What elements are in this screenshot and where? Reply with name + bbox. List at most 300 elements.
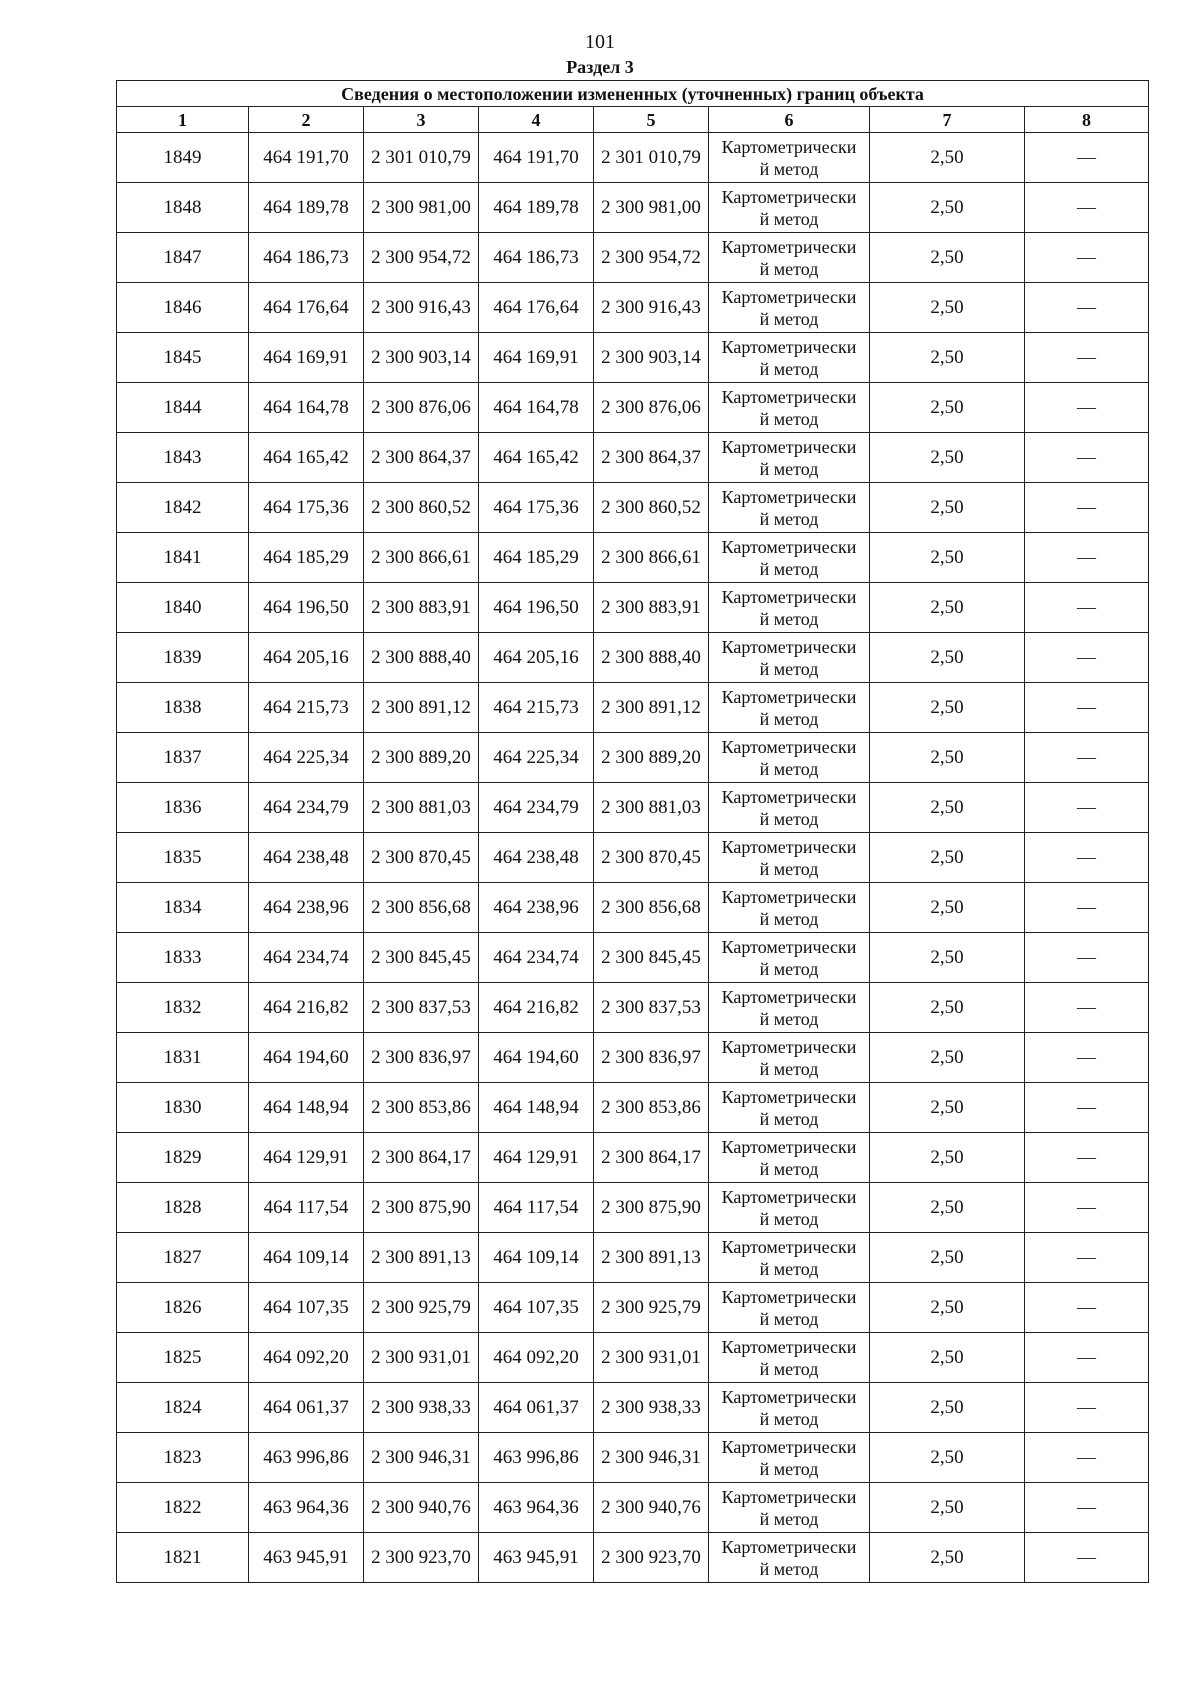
- method-line-2: й метод: [759, 908, 819, 929]
- method-cell: [709, 433, 870, 483]
- table-cell: 2,50: [870, 183, 1025, 233]
- method-cell: [709, 233, 870, 283]
- method-cell: [709, 1283, 870, 1333]
- table-cell: 2 300 940,76: [594, 1483, 709, 1533]
- table-cell: 464 165,42: [479, 433, 594, 483]
- table-cell: 2 300 881,03: [594, 783, 709, 833]
- method-line-1: Картометрически: [721, 1436, 857, 1457]
- method-line-1: Картометрически: [721, 536, 857, 557]
- table-caption: Сведения о местоположении измененных (уточненных) границ объекта: [117, 81, 1149, 107]
- table-cell: 2 300 946,31: [594, 1433, 709, 1483]
- table-cell: —: [1025, 1483, 1149, 1533]
- method-line-2: й метод: [759, 1508, 819, 1529]
- table-row: [117, 1283, 1149, 1333]
- table-cell: 1832: [117, 983, 249, 1033]
- table-cell: 2,50: [870, 1433, 1025, 1483]
- column-number: 2: [249, 107, 364, 133]
- column-number: 4: [479, 107, 594, 133]
- method-line-1: Картометрически: [721, 1036, 857, 1057]
- table-cell: 464 175,36: [479, 483, 594, 533]
- method-cell: [709, 683, 870, 733]
- table-cell: 464 234,74: [249, 933, 364, 983]
- method-cell: [709, 983, 870, 1033]
- method-cell: [709, 1083, 870, 1133]
- table-cell: —: [1025, 1433, 1149, 1483]
- table-row: [117, 183, 1149, 233]
- method-line-2: й метод: [759, 1058, 819, 1079]
- method-cell: [709, 1533, 870, 1583]
- table-row: [117, 983, 1149, 1033]
- table-cell: 464 194,60: [479, 1033, 594, 1083]
- method-line-1: Картометрически: [721, 636, 857, 657]
- table-cell: —: [1025, 533, 1149, 583]
- table-row: [117, 533, 1149, 583]
- table-cell: —: [1025, 1333, 1149, 1383]
- table-cell: 2,50: [870, 1033, 1025, 1083]
- table-cell: 2,50: [870, 983, 1025, 1033]
- method-line-2: й метод: [759, 958, 819, 979]
- table-cell: 2 300 883,91: [364, 583, 479, 633]
- boundary-coordinates-table: [116, 80, 1149, 1583]
- table-cell: 463 964,36: [249, 1483, 364, 1533]
- table-cell: 2,50: [870, 833, 1025, 883]
- table-row: [117, 383, 1149, 433]
- table-cell: 2 300 889,20: [364, 733, 479, 783]
- table-cell: —: [1025, 783, 1149, 833]
- table-cell: —: [1025, 833, 1149, 883]
- table-cell: 463 945,91: [479, 1533, 594, 1583]
- table-cell: 464 205,16: [479, 633, 594, 683]
- table-cell: 2 300 946,31: [364, 1433, 479, 1483]
- column-number: 3: [364, 107, 479, 133]
- table-cell: 1842: [117, 483, 249, 533]
- column-number: 8: [1025, 107, 1149, 133]
- method-cell: [709, 283, 870, 333]
- method-cell: [709, 1183, 870, 1233]
- table-cell: 2 300 938,33: [594, 1383, 709, 1433]
- table-cell: 1836: [117, 783, 249, 833]
- table-cell: —: [1025, 1533, 1149, 1583]
- method-line-2: й метод: [759, 358, 819, 379]
- method-cell: [709, 1383, 870, 1433]
- table-cell: 464 176,64: [249, 283, 364, 333]
- table-cell: 1833: [117, 933, 249, 983]
- method-line-2: й метод: [759, 508, 819, 529]
- table-cell: 1843: [117, 433, 249, 483]
- table-cell: 2 300 954,72: [594, 233, 709, 283]
- table-cell: 2,50: [870, 333, 1025, 383]
- table-cell: 2 300 836,97: [594, 1033, 709, 1083]
- table-cell: 1848: [117, 183, 249, 233]
- method-line-1: Картометрически: [721, 886, 857, 907]
- table-cell: 464 092,20: [249, 1333, 364, 1383]
- method-line-1: Картометрически: [721, 986, 857, 1007]
- table-row: [117, 333, 1149, 383]
- table-cell: 1826: [117, 1283, 249, 1333]
- table-row: [117, 1233, 1149, 1283]
- method-cell: [709, 483, 870, 533]
- method-line-1: Картометрически: [721, 236, 857, 257]
- method-line-2: й метод: [759, 458, 819, 479]
- table-cell: 1839: [117, 633, 249, 683]
- table-cell: 2 300 883,91: [594, 583, 709, 633]
- table-cell: 2,50: [870, 233, 1025, 283]
- table-cell: 2 300 891,12: [594, 683, 709, 733]
- table-cell: 2 300 853,86: [594, 1083, 709, 1133]
- method-line-1: Картометрически: [721, 786, 857, 807]
- table-cell: 1825: [117, 1333, 249, 1383]
- method-line-2: й метод: [759, 1558, 819, 1579]
- table-row: [117, 1383, 1149, 1433]
- table-cell: 464 185,29: [479, 533, 594, 583]
- table-cell: 2 300 931,01: [594, 1333, 709, 1383]
- method-line-1: Картометрически: [721, 1536, 857, 1557]
- section-title: Раздел 3: [566, 57, 634, 77]
- table-cell: 464 238,96: [479, 883, 594, 933]
- table-row: [117, 1183, 1149, 1233]
- table-cell: 464 234,79: [249, 783, 364, 833]
- table-cell: 2,50: [870, 433, 1025, 483]
- table-cell: 1823: [117, 1433, 249, 1483]
- method-line-1: Картометрически: [721, 1286, 857, 1307]
- table-cell: —: [1025, 733, 1149, 783]
- method-line-1: Картометрически: [721, 286, 857, 307]
- table-cell: 1846: [117, 283, 249, 333]
- table-cell: 1845: [117, 333, 249, 383]
- method-cell: [709, 1133, 870, 1183]
- method-cell: [709, 533, 870, 583]
- table-cell: 2 300 981,00: [364, 183, 479, 233]
- method-line-1: Картометрически: [721, 836, 857, 857]
- table-cell: —: [1025, 483, 1149, 533]
- table-cell: 464 164,78: [249, 383, 364, 433]
- table-cell: 2 300 891,13: [364, 1233, 479, 1283]
- table-cell: —: [1025, 933, 1149, 983]
- table-cell: —: [1025, 583, 1149, 633]
- table-cell: 2 300 837,53: [594, 983, 709, 1033]
- table-cell: 2 300 938,33: [364, 1383, 479, 1433]
- table-cell: —: [1025, 1383, 1149, 1433]
- table-cell: 1834: [117, 883, 249, 933]
- table-cell: 2 301 010,79: [594, 133, 709, 183]
- table-row: [117, 133, 1149, 183]
- method-cell: [709, 833, 870, 883]
- table-cell: —: [1025, 233, 1149, 283]
- method-line-2: й метод: [759, 258, 819, 279]
- method-cell: [709, 183, 870, 233]
- method-line-2: й метод: [759, 1308, 819, 1329]
- table-cell: —: [1025, 283, 1149, 333]
- table-cell: 464 169,91: [249, 333, 364, 383]
- table-cell: 2 300 875,90: [594, 1183, 709, 1233]
- table-cell: 1822: [117, 1483, 249, 1533]
- table-cell: —: [1025, 183, 1149, 233]
- method-line-1: Картометрически: [721, 436, 857, 457]
- table-cell: 1849: [117, 133, 249, 183]
- table-cell: 1837: [117, 733, 249, 783]
- table-cell: 464 175,36: [249, 483, 364, 533]
- table-cell: —: [1025, 383, 1149, 433]
- table-row: [117, 483, 1149, 533]
- table-cell: 464 164,78: [479, 383, 594, 433]
- table-cell: 2,50: [870, 1183, 1025, 1233]
- table-cell: 2 300 866,61: [364, 533, 479, 583]
- table-cell: 464 225,34: [479, 733, 594, 783]
- table-cell: 2 300 903,14: [364, 333, 479, 383]
- table-cell: 2 300 870,45: [364, 833, 479, 883]
- table-cell: 2 300 837,53: [364, 983, 479, 1033]
- method-cell: [709, 133, 870, 183]
- method-line-1: Картометрически: [721, 586, 857, 607]
- table-cell: 464 148,94: [249, 1083, 364, 1133]
- table-cell: 464 234,79: [479, 783, 594, 833]
- method-line-1: Картометрически: [721, 1486, 857, 1507]
- method-cell: [709, 383, 870, 433]
- table-cell: 2 300 923,70: [594, 1533, 709, 1583]
- table-row: [117, 783, 1149, 833]
- table-cell: 464 176,64: [479, 283, 594, 333]
- table-row: [117, 733, 1149, 783]
- table-cell: 463 945,91: [249, 1533, 364, 1583]
- table-cell: 2,50: [870, 1133, 1025, 1183]
- table-cell: 1830: [117, 1083, 249, 1133]
- method-line-1: Картометрически: [721, 136, 857, 157]
- table-cell: 2 300 876,06: [364, 383, 479, 433]
- method-line-1: Картометрически: [721, 936, 857, 957]
- page-number: 101: [585, 31, 615, 53]
- table-row: [117, 1033, 1149, 1083]
- table-cell: 2 300 864,37: [364, 433, 479, 483]
- table-cell: 1827: [117, 1233, 249, 1283]
- table-cell: 464 215,73: [249, 683, 364, 733]
- table-cell: 1847: [117, 233, 249, 283]
- method-line-2: й метод: [759, 658, 819, 679]
- table-cell: 1838: [117, 683, 249, 733]
- table-cell: 2 300 860,52: [364, 483, 479, 533]
- method-cell: [709, 333, 870, 383]
- method-line-1: Картометрически: [721, 1086, 857, 1107]
- method-line-2: й метод: [759, 1458, 819, 1479]
- table-cell: 2 300 903,14: [594, 333, 709, 383]
- method-cell: [709, 1033, 870, 1083]
- method-line-1: Картометрически: [721, 486, 857, 507]
- table-cell: 464 189,78: [249, 183, 364, 233]
- table-cell: 464 107,35: [249, 1283, 364, 1333]
- table-cell: 2,50: [870, 633, 1025, 683]
- table-cell: 1835: [117, 833, 249, 883]
- table-cell: 1828: [117, 1183, 249, 1233]
- table-cell: 464 109,14: [479, 1233, 594, 1283]
- table-cell: —: [1025, 1133, 1149, 1183]
- table-cell: 2 300 876,06: [594, 383, 709, 433]
- method-line-2: й метод: [759, 808, 819, 829]
- table-cell: 464 215,73: [479, 683, 594, 733]
- table-cell: 464 109,14: [249, 1233, 364, 1283]
- table-cell: 2 300 888,40: [364, 633, 479, 683]
- table-cell: 464 238,96: [249, 883, 364, 933]
- table-cell: 2 300 925,79: [364, 1283, 479, 1333]
- method-line-2: й метод: [759, 408, 819, 429]
- table-cell: 2 300 856,68: [364, 883, 479, 933]
- table-cell: 2,50: [870, 1333, 1025, 1383]
- table-cell: 2 300 891,13: [594, 1233, 709, 1283]
- table-cell: 2 300 853,86: [364, 1083, 479, 1133]
- table-cell: 2,50: [870, 383, 1025, 433]
- table-cell: 2 300 845,45: [364, 933, 479, 983]
- table-cell: 2,50: [870, 883, 1025, 933]
- table-cell: 464 191,70: [249, 133, 364, 183]
- table-cell: 2 300 845,45: [594, 933, 709, 983]
- table-cell: 1831: [117, 1033, 249, 1083]
- table-row: [117, 1533, 1149, 1583]
- method-line-2: й метод: [759, 708, 819, 729]
- table-row: [117, 933, 1149, 983]
- table-cell: 464 061,37: [479, 1383, 594, 1433]
- table-cell: 1824: [117, 1383, 249, 1433]
- table-cell: 464 107,35: [479, 1283, 594, 1333]
- column-number: 6: [709, 107, 870, 133]
- method-line-1: Картометрически: [721, 1386, 857, 1407]
- table-cell: 1829: [117, 1133, 249, 1183]
- method-cell: [709, 583, 870, 633]
- table-row: [117, 1433, 1149, 1483]
- table-row: [117, 1133, 1149, 1183]
- method-line-1: Картометрически: [721, 1186, 857, 1207]
- method-line-1: Картометрически: [721, 1136, 857, 1157]
- table-cell: 2,50: [870, 1233, 1025, 1283]
- method-line-2: й метод: [759, 858, 819, 879]
- table-cell: 464 129,91: [479, 1133, 594, 1183]
- method-line-2: й метод: [759, 208, 819, 229]
- method-cell: [709, 1433, 870, 1483]
- table-cell: 1841: [117, 533, 249, 583]
- column-number-row: [117, 107, 1149, 133]
- table-cell: 2,50: [870, 283, 1025, 333]
- table-row: [117, 1483, 1149, 1533]
- table-cell: —: [1025, 1183, 1149, 1233]
- table-cell: 2 300 923,70: [364, 1533, 479, 1583]
- table-cell: 464 117,54: [249, 1183, 364, 1233]
- table-cell: 464 194,60: [249, 1033, 364, 1083]
- method-line-1: Картометрически: [721, 686, 857, 707]
- table-cell: 464 165,42: [249, 433, 364, 483]
- table-cell: —: [1025, 683, 1149, 733]
- table-cell: 464 216,82: [249, 983, 364, 1033]
- table-cell: 1821: [117, 1533, 249, 1583]
- table-cell: 2 300 860,52: [594, 483, 709, 533]
- table-cell: 2,50: [870, 1533, 1025, 1583]
- table-cell: 2 301 010,79: [364, 133, 479, 183]
- table-cell: —: [1025, 883, 1149, 933]
- table-cell: 2,50: [870, 783, 1025, 833]
- table-cell: 2 300 931,01: [364, 1333, 479, 1383]
- table-cell: 2,50: [870, 133, 1025, 183]
- table-cell: 1840: [117, 583, 249, 633]
- table-cell: —: [1025, 1083, 1149, 1133]
- table-cell: 464 216,82: [479, 983, 594, 1033]
- table-cell: 2,50: [870, 483, 1025, 533]
- method-line-2: й метод: [759, 1108, 819, 1129]
- table-cell: 2 300 981,00: [594, 183, 709, 233]
- method-line-2: й метод: [759, 1158, 819, 1179]
- method-line-1: Картометрически: [721, 186, 857, 207]
- table-cell: 2,50: [870, 933, 1025, 983]
- table-cell: 464 185,29: [249, 533, 364, 583]
- table-cell: 2 300 864,37: [594, 433, 709, 483]
- table-cell: 2 300 889,20: [594, 733, 709, 783]
- table-cell: 464 238,48: [479, 833, 594, 883]
- table-row: [117, 683, 1149, 733]
- table-cell: 2,50: [870, 1483, 1025, 1533]
- table-cell: 2,50: [870, 1283, 1025, 1333]
- table-cell: —: [1025, 983, 1149, 1033]
- table-cell: 464 189,78: [479, 183, 594, 233]
- table-cell: 2 300 940,76: [364, 1483, 479, 1533]
- method-line-1: Картометрически: [721, 1336, 857, 1357]
- table-cell: 464 186,73: [479, 233, 594, 283]
- method-line-2: й метод: [759, 158, 819, 179]
- method-line-1: Картометрически: [721, 336, 857, 357]
- column-number: 5: [594, 107, 709, 133]
- table-row: [117, 633, 1149, 683]
- table-cell: 2,50: [870, 733, 1025, 783]
- method-line-1: Картометрически: [721, 386, 857, 407]
- table-row: [117, 833, 1149, 883]
- table-cell: 464 117,54: [479, 1183, 594, 1233]
- table-cell: 464 234,74: [479, 933, 594, 983]
- table-cell: —: [1025, 1033, 1149, 1083]
- method-cell: [709, 883, 870, 933]
- table-row: [117, 883, 1149, 933]
- table-cell: —: [1025, 133, 1149, 183]
- table-cell: —: [1025, 633, 1149, 683]
- table-cell: 464 169,91: [479, 333, 594, 383]
- method-line-2: й метод: [759, 558, 819, 579]
- method-cell: [709, 633, 870, 683]
- method-line-1: Картометрически: [721, 736, 857, 757]
- table-cell: —: [1025, 1233, 1149, 1283]
- table-cell: 463 964,36: [479, 1483, 594, 1533]
- table-cell: 464 196,50: [479, 583, 594, 633]
- table-cell: 2,50: [870, 1383, 1025, 1433]
- table-cell: 2 300 856,68: [594, 883, 709, 933]
- table-cell: 464 148,94: [479, 1083, 594, 1133]
- table-cell: —: [1025, 433, 1149, 483]
- table-cell: 464 186,73: [249, 233, 364, 283]
- table-cell: 2,50: [870, 1083, 1025, 1133]
- table-cell: 2 300 870,45: [594, 833, 709, 883]
- table-row: [117, 1333, 1149, 1383]
- table-row: [117, 283, 1149, 333]
- table-cell: 463 996,86: [479, 1433, 594, 1483]
- method-line-2: й метод: [759, 608, 819, 629]
- method-cell: [709, 783, 870, 833]
- method-cell: [709, 1233, 870, 1283]
- table-cell: 2 300 925,79: [594, 1283, 709, 1333]
- table-cell: 464 092,20: [479, 1333, 594, 1383]
- table-cell: 2 300 891,12: [364, 683, 479, 733]
- table-cell: 2 300 836,97: [364, 1033, 479, 1083]
- table-cell: 464 191,70: [479, 133, 594, 183]
- column-number: 1: [117, 107, 249, 133]
- table-body: [117, 133, 1149, 1583]
- method-line-2: й метод: [759, 758, 819, 779]
- table-cell: 464 061,37: [249, 1383, 364, 1433]
- table-cell: 464 196,50: [249, 583, 364, 633]
- table-row: [117, 583, 1149, 633]
- method-cell: [709, 1333, 870, 1383]
- table-cell: 2 300 916,43: [364, 283, 479, 333]
